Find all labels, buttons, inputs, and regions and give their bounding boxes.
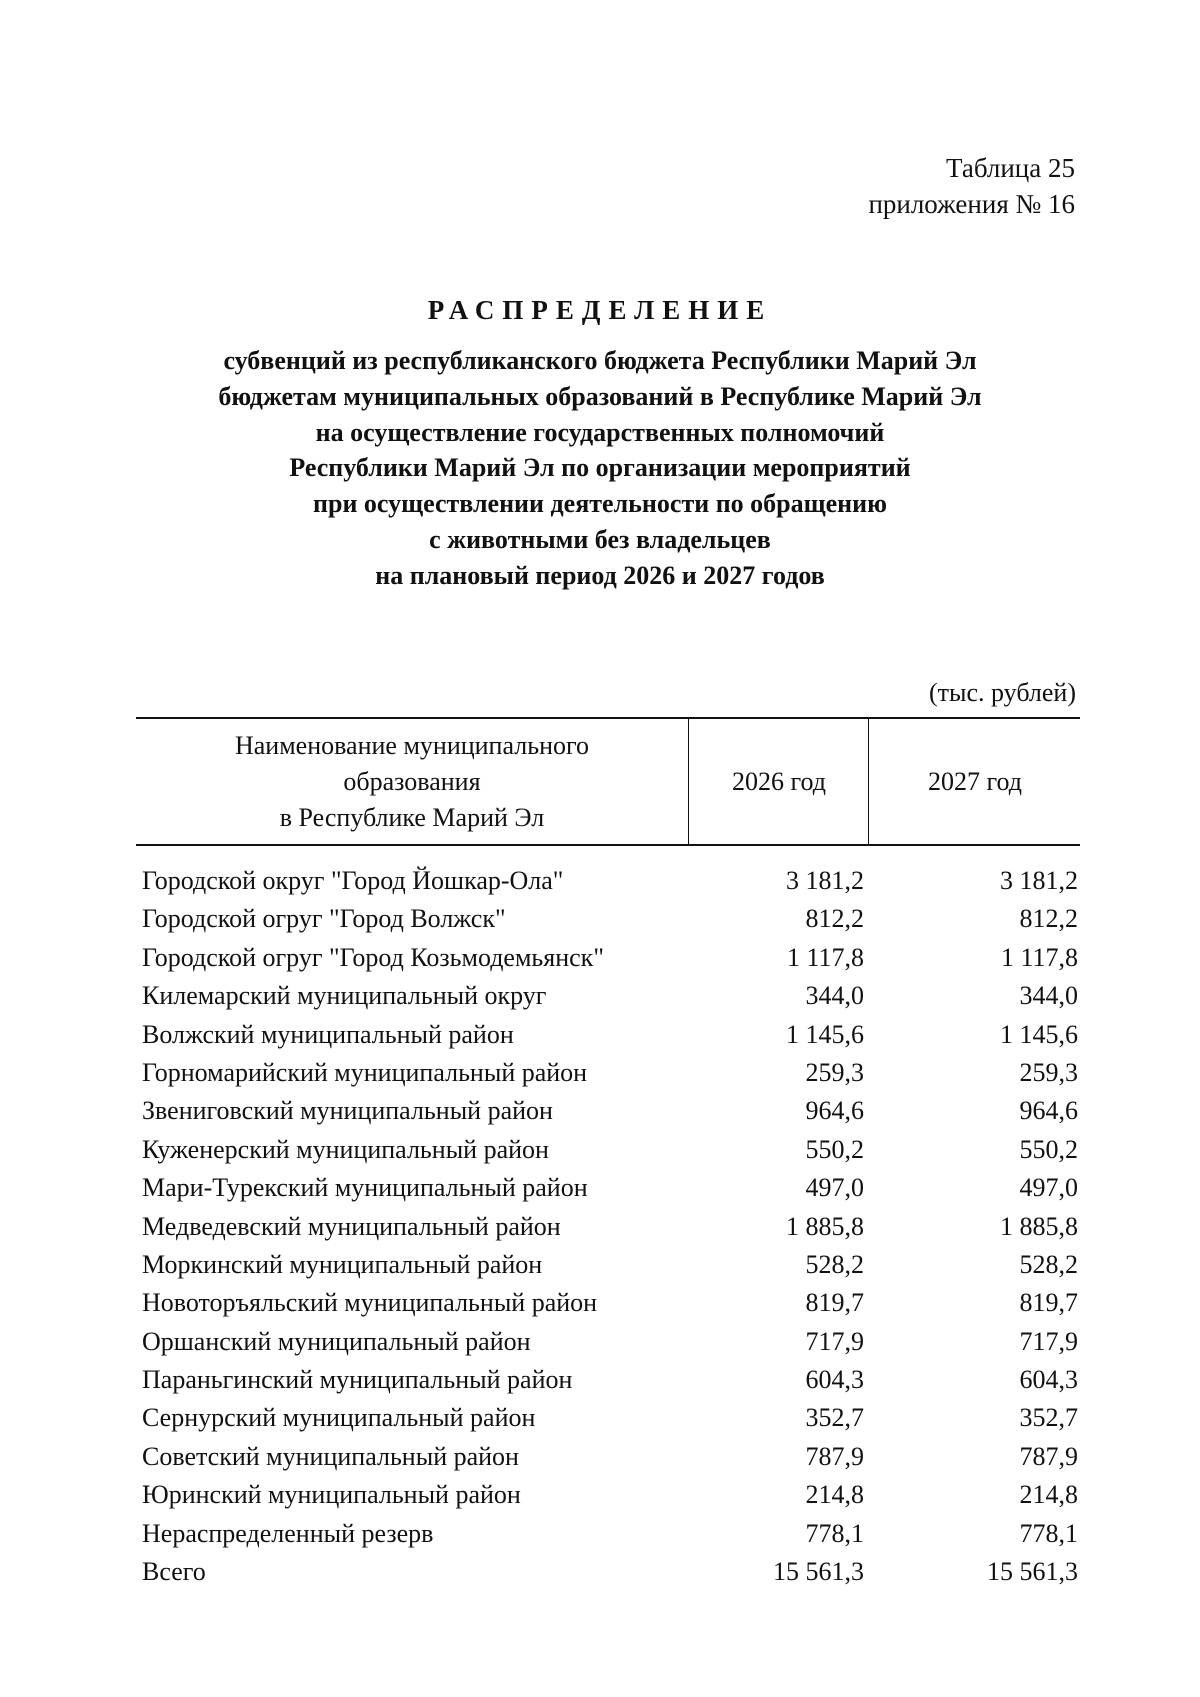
municipality-name: Всего bbox=[142, 1557, 206, 1587]
table-row bbox=[136, 1515, 1080, 1553]
table-row bbox=[136, 1476, 1080, 1514]
amount-2026: 528,2 bbox=[805, 1249, 864, 1279]
column-header-name-line: Наименование муниципального bbox=[234, 730, 590, 760]
table-reference bbox=[868, 150, 1075, 222]
table-row bbox=[136, 900, 1080, 938]
amount-2027: 964,6 bbox=[1019, 1096, 1078, 1126]
municipality-name: Городской огруг "Город Волжск" bbox=[142, 904, 506, 934]
municipality-name: Оршанский муниципальный район bbox=[142, 1326, 531, 1356]
amount-2026: 819,7 bbox=[805, 1288, 864, 1318]
subtitle-line: на осуществление государственных полномочий bbox=[315, 417, 885, 447]
amount-2027: 819,7 bbox=[1019, 1288, 1078, 1318]
municipality-name: Мари-Турекский муниципальный район bbox=[142, 1173, 588, 1203]
subtitle-line: при осуществлении деятельности по обращению bbox=[313, 489, 887, 519]
amount-2026: 812,2 bbox=[805, 904, 864, 934]
table-row bbox=[136, 939, 1080, 977]
municipality-name: Параньгинский муниципальный район bbox=[142, 1365, 573, 1395]
column-header-2027 bbox=[868, 719, 1081, 844]
table-row bbox=[136, 1553, 1080, 1591]
municipality-name: Новоторъяльский муниципальный район bbox=[142, 1288, 598, 1318]
table-header bbox=[136, 717, 1080, 846]
amount-2027: 812,2 bbox=[1019, 904, 1078, 934]
table-row bbox=[136, 1131, 1080, 1169]
table-row bbox=[136, 1284, 1080, 1322]
amount-2026: 778,1 bbox=[805, 1518, 864, 1548]
municipality-name: Горномарийский муниципальный район bbox=[142, 1057, 588, 1087]
column-header-2026 bbox=[688, 719, 869, 844]
subtitle-line: на плановый период 2026 и 2027 годов bbox=[375, 560, 825, 590]
table-row bbox=[136, 1246, 1080, 1284]
municipality-name: Килемарский муниципальный округ bbox=[142, 981, 547, 1011]
amount-2026: 787,9 bbox=[805, 1441, 864, 1471]
amount-2027: 259,3 bbox=[1019, 1057, 1078, 1087]
distribution-table bbox=[136, 717, 1080, 1587]
amount-2026: 1 117,8 bbox=[786, 942, 864, 972]
amount-2027: 3 181,2 bbox=[1000, 866, 1078, 895]
subtitle-line: бюджетам муниципальных образований в Республике Марий Эл bbox=[218, 381, 982, 411]
table-row bbox=[136, 1438, 1080, 1476]
amount-2026: 1 885,8 bbox=[786, 1211, 864, 1241]
municipality-name: Медведевский муниципальный район bbox=[142, 1211, 561, 1241]
amount-2026: 497,0 bbox=[805, 1173, 864, 1203]
amount-2027: 214,8 bbox=[1019, 1480, 1078, 1510]
amount-2027: 1 145,6 bbox=[1000, 1019, 1078, 1049]
table-row bbox=[136, 1169, 1080, 1207]
municipality-name: Советский муниципальный район bbox=[142, 1441, 519, 1471]
column-header-name-text bbox=[235, 728, 589, 836]
table-row bbox=[136, 1016, 1080, 1054]
amount-2027: 550,2 bbox=[1019, 1134, 1078, 1164]
subtitle-line: субвенций из республиканского бюджета Республики Марий Эл bbox=[223, 346, 977, 375]
column-header-name bbox=[136, 719, 688, 844]
amount-2027: 717,9 bbox=[1019, 1326, 1078, 1356]
units-label: (тыс. рублей) bbox=[928, 678, 1076, 707]
amount-2027: 528,2 bbox=[1019, 1249, 1078, 1279]
table-row bbox=[136, 1361, 1080, 1399]
table-number: Таблица 25 bbox=[946, 153, 1075, 183]
amount-2026: 352,7 bbox=[805, 1403, 864, 1433]
document-subtitle bbox=[0, 343, 1200, 594]
amount-2027: 1 885,8 bbox=[1000, 1211, 1078, 1241]
municipality-name: Нераспределенный резерв bbox=[142, 1518, 434, 1548]
municipality-name: Сернурский муниципальный район bbox=[142, 1403, 536, 1433]
column-header-2026-label: 2026 год bbox=[732, 766, 826, 796]
table-row bbox=[136, 1054, 1080, 1092]
municipality-name: Юринский муниципальный район bbox=[142, 1480, 521, 1510]
amount-2027: 352,7 bbox=[1019, 1403, 1078, 1433]
amount-2027: 1 117,8 bbox=[1000, 942, 1078, 972]
amount-2027: 778,1 bbox=[1019, 1518, 1078, 1548]
amount-2027: 497,0 bbox=[1019, 1173, 1078, 1203]
amount-2027: 787,9 bbox=[1019, 1441, 1078, 1471]
municipality-name: Городской округ "Город Йошкар-Ола" bbox=[142, 866, 564, 895]
table-row bbox=[136, 1208, 1080, 1246]
amount-2026: 964,6 bbox=[805, 1096, 864, 1126]
amount-2026: 604,3 bbox=[805, 1365, 864, 1395]
amount-2026: 550,2 bbox=[805, 1134, 864, 1164]
municipality-name: Моркинский муниципальный район bbox=[142, 1249, 543, 1279]
subtitle-line: Республики Марий Эл по организации мероприятий bbox=[289, 453, 911, 483]
subtitle-line: с животными без владельцев bbox=[429, 524, 771, 554]
amount-2026: 1 145,6 bbox=[786, 1019, 864, 1049]
table-row bbox=[136, 1092, 1080, 1130]
municipality-name: Городской огруг "Город Козьмодемьянск" bbox=[142, 942, 604, 972]
table-row bbox=[136, 1399, 1080, 1437]
table-body bbox=[136, 862, 1080, 1591]
municipality-name: Звениговский муниципальный район bbox=[142, 1096, 553, 1126]
amount-2027: 15 561,3 bbox=[987, 1557, 1078, 1587]
amount-2026: 259,3 bbox=[805, 1057, 864, 1087]
amount-2027: 604,3 bbox=[1019, 1365, 1078, 1395]
column-header-2027-label: 2027 год bbox=[928, 766, 1022, 796]
amount-2026: 214,8 bbox=[805, 1480, 864, 1510]
amount-2026: 15 561,3 bbox=[773, 1557, 864, 1587]
amount-2026: 3 181,2 bbox=[786, 866, 864, 895]
amount-2027: 344,0 bbox=[1019, 981, 1078, 1011]
table-row bbox=[136, 1323, 1080, 1361]
column-header-name-line: в Республике Марий Эл bbox=[279, 802, 545, 832]
document-title: РАСПРЕДЕЛЕНИЕ bbox=[427, 295, 773, 325]
amount-2026: 717,9 bbox=[805, 1326, 864, 1356]
column-header-name-line: образования bbox=[343, 766, 481, 796]
municipality-name: Куженерский муниципальный район bbox=[142, 1134, 549, 1164]
appendix-number: приложения № 16 bbox=[868, 189, 1075, 219]
table-row bbox=[136, 977, 1080, 1015]
amount-2026: 344,0 bbox=[805, 981, 864, 1011]
municipality-name: Волжский муниципальный район bbox=[142, 1019, 514, 1049]
table-row bbox=[136, 862, 1080, 900]
